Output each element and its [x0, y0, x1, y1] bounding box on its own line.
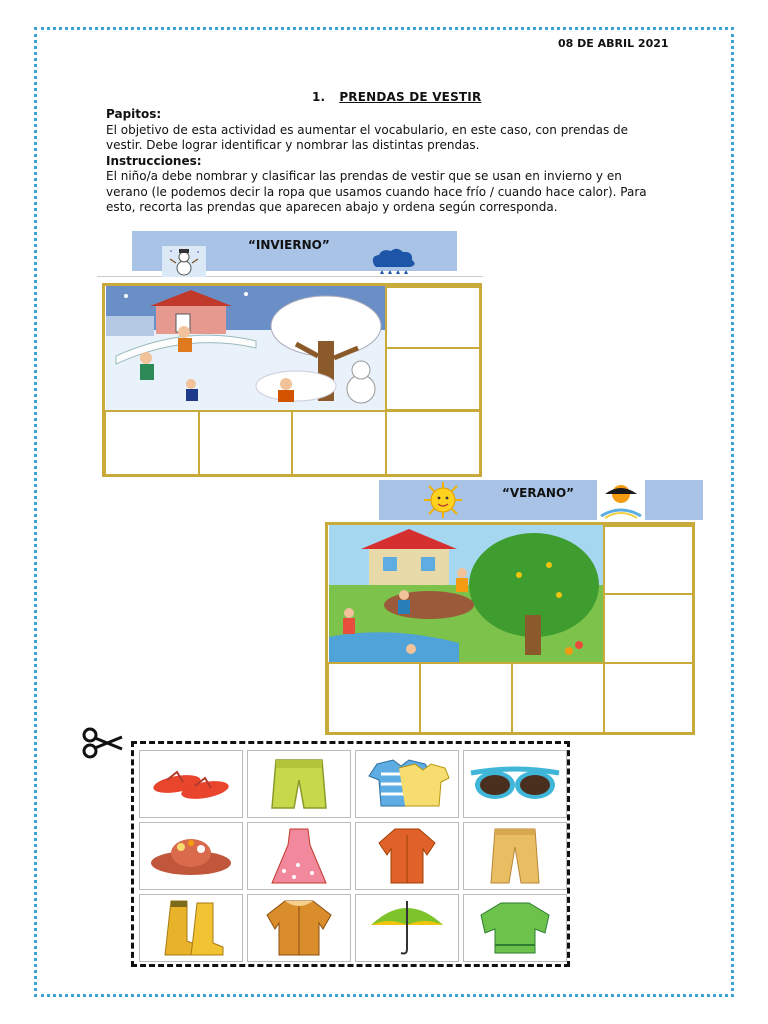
summer-cell-b2[interactable] — [419, 662, 513, 734]
cutout-umbrella[interactable] — [355, 894, 459, 962]
summer-cell-b4[interactable] — [603, 662, 694, 734]
snowman-icon — [162, 246, 206, 277]
title-text: PRENDAS DE VESTIR — [339, 90, 482, 104]
summer-scene-image — [329, 525, 603, 663]
winter-cell-b3[interactable] — [291, 410, 387, 476]
intro-text — [106, 107, 666, 216]
cutout-jacket[interactable] — [247, 894, 351, 962]
cutout-t-shirts[interactable] — [355, 750, 459, 818]
sun-icon — [418, 480, 468, 520]
cutout-flip-flops[interactable] — [139, 750, 243, 818]
instructions-heading: Instrucciones: — [106, 153, 202, 168]
winter-cell-b2[interactable] — [198, 410, 293, 476]
summer-cell-r2[interactable] — [603, 593, 694, 664]
cutout-shorts[interactable] — [247, 750, 351, 818]
winter-label: “INVIERNO” — [248, 238, 330, 252]
title-number: 1. — [312, 90, 326, 104]
objective-paragraph: El objetivo de esta actividad es aumentar el vocabulario, en este caso, con prendas de vestir. Debe lograr identificar y nombrar las distintas prendas. — [106, 122, 629, 152]
winter-divider — [97, 276, 483, 277]
rain-cloud-icon — [366, 247, 420, 277]
summer-label: “VERANO” — [502, 486, 575, 500]
page-title — [312, 90, 481, 104]
parents-heading: Papitos: — [106, 107, 162, 121]
summer-cell-b3[interactable] — [511, 662, 605, 734]
winter-cell-b4[interactable] — [385, 410, 481, 476]
winter-cell-r2[interactable] — [385, 347, 481, 411]
sun-umbrella-icon — [597, 480, 645, 520]
winter-scene-image — [106, 286, 385, 410]
scissors-icon — [82, 727, 126, 759]
cutout-sunglasses[interactable] — [463, 750, 567, 818]
cutout-rain-boots[interactable] — [139, 894, 243, 962]
cutout-sweater[interactable] — [463, 894, 567, 962]
cutout-sun-hat[interactable] — [139, 822, 243, 890]
winter-cell-b1[interactable] — [104, 410, 200, 476]
date-label: 08 DE ABRIL 2021 — [558, 37, 669, 50]
cutout-dress[interactable] — [247, 822, 351, 890]
winter-cell-r1[interactable] — [385, 286, 481, 349]
cutout-raincoat[interactable] — [355, 822, 459, 890]
instructions-paragraph: El niño/a debe nombrar y clasificar las prendas de vestir que se usan en invierno y en verano (le podemos decir la ropa que usamos cuando hace frío / cuando hace calor). Para esto, recorta las prendas que aparecen abajo y ordena según corresponda. — [106, 169, 647, 214]
cutout-pants[interactable] — [463, 822, 567, 890]
summer-cell-r1[interactable] — [603, 525, 694, 595]
summer-cell-b1[interactable] — [327, 662, 421, 734]
